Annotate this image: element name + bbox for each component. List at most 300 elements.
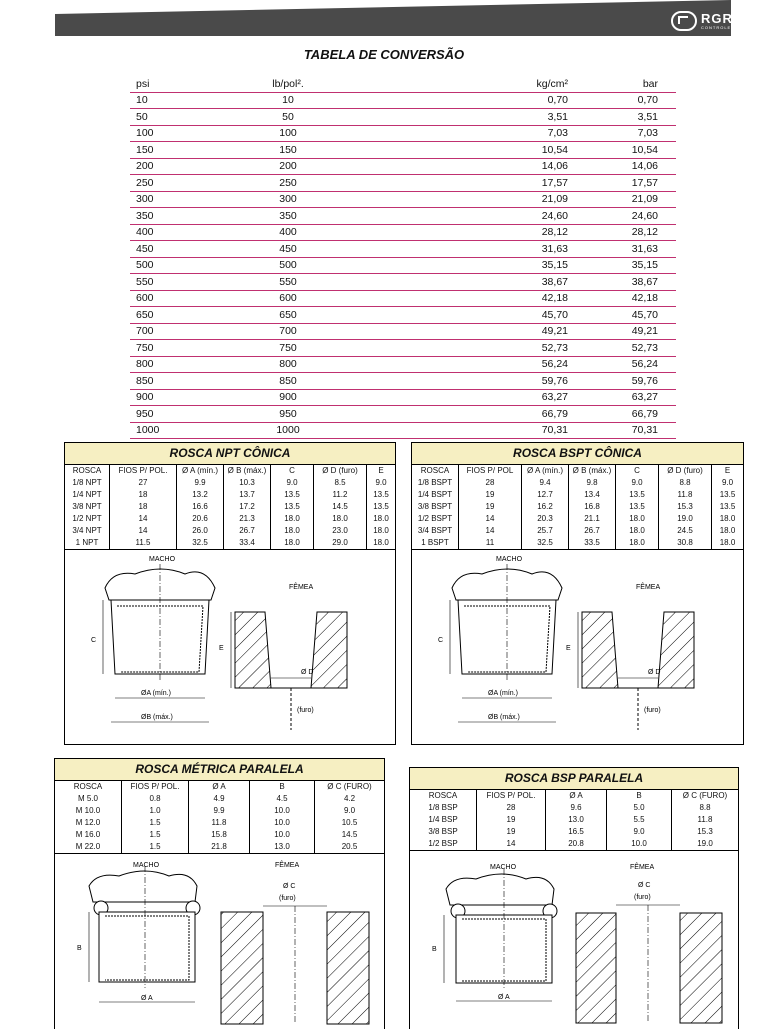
table-row	[130, 125, 676, 142]
col-a: Ø A	[189, 781, 250, 793]
table-cell: 42,18	[340, 290, 578, 307]
table-cell: 12.7	[522, 489, 569, 501]
table-cell: 3,51	[340, 109, 578, 126]
label-furo: (furo)	[279, 895, 296, 902]
table-cell: 750	[130, 340, 236, 357]
table-cell: 70,31	[340, 422, 578, 439]
table-cell: 650	[236, 307, 340, 324]
col-bar: bar	[578, 76, 676, 92]
table-cell: 45,70	[340, 307, 578, 324]
bspt-hex-nut	[452, 569, 562, 600]
table-cell: 950	[236, 406, 340, 423]
table-cell: 100	[236, 125, 340, 142]
label-macho: MACHO	[490, 864, 517, 871]
table-cell: 18.0	[271, 537, 314, 549]
metrica-diagram	[55, 854, 384, 1024]
table-cell: 19	[477, 826, 546, 838]
table-cell: 9.8	[569, 477, 616, 489]
table-cell: M 16.0	[55, 829, 122, 841]
table-cell: 300	[130, 191, 236, 208]
table-cell: 750	[236, 340, 340, 357]
table-row	[55, 829, 384, 841]
rgr-logo	[671, 10, 735, 32]
label-furo: (furo)	[644, 707, 661, 714]
table-row	[130, 340, 676, 357]
table-row	[130, 191, 676, 208]
table-cell: 14,06	[340, 158, 578, 175]
label-e: E	[219, 645, 224, 652]
table-row	[130, 257, 676, 274]
table-cell: 13.5	[719, 502, 736, 511]
table-cell: 9.0	[343, 806, 356, 815]
table-cell: 300	[236, 191, 340, 208]
col-a: Ø A	[546, 790, 607, 802]
table-cell: 100	[130, 125, 236, 142]
table-cell: 450	[236, 241, 340, 258]
table-row	[130, 373, 676, 390]
table-cell: 23.0	[314, 525, 367, 537]
table-cell: 10,54	[340, 142, 578, 159]
table-cell: 11.8	[697, 815, 713, 824]
col-fios: FIOS P/ POL.	[122, 781, 189, 793]
table-cell: 9.9	[177, 477, 224, 489]
table-row	[412, 513, 743, 525]
table-cell: 1.5	[122, 829, 189, 841]
header-wedge	[55, 0, 731, 14]
col-b: Ø B (máx.)	[224, 465, 271, 477]
table-cell: 1/2 BSPT	[412, 513, 459, 525]
table-cell: 9.6	[546, 802, 607, 814]
label-macho: MACHO	[133, 862, 160, 869]
table-row	[130, 109, 676, 126]
table-cell: 500	[236, 257, 340, 274]
label-b: B	[432, 946, 437, 953]
table-cell: 450	[130, 241, 236, 258]
table-row	[65, 525, 395, 537]
table-cell: 1/4 BSPT	[412, 489, 459, 501]
table-cell: 9.4	[522, 477, 569, 489]
table-cell: 49,21	[340, 323, 578, 340]
label-furo: (furo)	[297, 707, 314, 714]
table-header-row	[65, 465, 395, 477]
panel-metrica	[54, 758, 385, 1029]
panel-npt	[64, 442, 396, 745]
col-kgcm: kg/cm²	[340, 76, 578, 92]
table-cell: 18.0	[314, 513, 367, 525]
table-row	[412, 489, 743, 501]
table-cell: 9.0	[271, 477, 314, 489]
table-cell: 38,67	[340, 274, 578, 291]
table-cell: 13.5	[373, 502, 389, 511]
bspt-female-wall	[582, 612, 694, 688]
table-cell: 35,15	[340, 257, 578, 274]
col-c: C	[271, 465, 314, 477]
table-cell: 10.0	[250, 805, 315, 817]
table-cell: 63,27	[340, 389, 578, 406]
table-cell: 14	[459, 513, 522, 525]
table-row	[130, 389, 676, 406]
table-cell: 49,21	[578, 323, 676, 340]
table-cell: 31,63	[340, 241, 578, 258]
npt-female-wall	[235, 612, 347, 688]
bspt-body	[412, 477, 743, 549]
table-cell: 13.0	[546, 814, 607, 826]
bspt-table	[412, 465, 743, 549]
table-cell: 29.0	[314, 537, 367, 549]
table-cell: 24.5	[659, 525, 712, 537]
col-c: Ø C (FURO)	[682, 791, 728, 800]
table-cell: 26.0	[177, 525, 224, 537]
table-cell: 9.0	[721, 478, 734, 487]
metrica-table	[55, 781, 384, 853]
table-row	[65, 537, 395, 549]
table-cell: 18.0	[271, 525, 314, 537]
table-cell: 350	[236, 208, 340, 225]
brand-sub: CONTROLES	[701, 25, 735, 30]
table-cell: 11.8	[659, 489, 712, 501]
table-cell: 1 NPT	[65, 537, 110, 549]
label-furo: (furo)	[634, 894, 651, 901]
table-cell: 8.8	[699, 803, 711, 812]
table-cell: 28	[459, 477, 522, 489]
rgr-logo-icon	[671, 11, 697, 31]
label-oa: ØA (mín.)	[488, 690, 518, 697]
table-cell: 15.3	[659, 501, 712, 513]
table-cell: 600	[236, 290, 340, 307]
table-cell: 9.0	[375, 478, 387, 487]
table-cell: 11.8	[189, 817, 250, 829]
table-cell: 66,79	[578, 406, 676, 423]
table-cell: 15.3	[697, 827, 713, 836]
table-cell: 10.0	[250, 817, 315, 829]
bsp-hex-nut	[446, 874, 554, 905]
table-row	[410, 802, 738, 814]
table-cell: 38,67	[578, 274, 676, 291]
table-cell: 1/8 BSP	[410, 802, 477, 814]
table-cell: 26.7	[569, 525, 616, 537]
table-cell: 20.8	[546, 838, 607, 850]
table-cell: 13.7	[224, 489, 271, 501]
table-row	[410, 838, 738, 850]
table-cell: 16.2	[522, 501, 569, 513]
table-cell: 18.0	[719, 538, 736, 547]
table-cell: 7,03	[340, 125, 578, 142]
table-cell: 1.5	[122, 841, 189, 853]
conversion-table	[130, 76, 676, 439]
table-cell: 9.9	[189, 805, 250, 817]
table-cell: 4.9	[189, 793, 250, 805]
table-cell: 20.3	[522, 513, 569, 525]
label-e: E	[566, 645, 571, 652]
table-cell: 28,12	[578, 224, 676, 241]
table-cell: 33.4	[224, 537, 271, 549]
table-cell: M 10.0	[55, 805, 122, 817]
table-cell: 70,31	[578, 422, 676, 439]
table-cell: 200	[236, 158, 340, 175]
table-cell: 28	[477, 802, 546, 814]
table-cell: 4.2	[343, 794, 356, 803]
table-cell: 21.1	[569, 513, 616, 525]
table-cell: 9.0	[616, 477, 659, 489]
label-ob: ØB (máx.)	[488, 714, 520, 721]
table-cell: 10	[130, 92, 236, 109]
conversion-header-row	[130, 76, 676, 92]
table-cell: M 5.0	[55, 793, 122, 805]
table-cell: 650	[130, 307, 236, 324]
table-cell: 400	[130, 224, 236, 241]
col-psi: psi	[130, 76, 236, 92]
table-cell: 200	[130, 158, 236, 175]
table-cell: 3,51	[578, 109, 676, 126]
table-cell: 0.8	[122, 793, 189, 805]
table-cell: 850	[236, 373, 340, 390]
table-row	[130, 356, 676, 373]
table-cell: 600	[130, 290, 236, 307]
table-cell: 900	[130, 389, 236, 406]
label-oc: Ø C	[283, 883, 296, 890]
table-row	[130, 175, 676, 192]
table-header-row	[55, 781, 384, 793]
table-cell: 10.0	[250, 829, 315, 841]
table-cell: 10.0	[607, 838, 672, 850]
table-cell: 150	[236, 142, 340, 159]
label-od: Ø D	[301, 669, 314, 676]
table-cell: 11.5	[110, 537, 177, 549]
table-cell: 3/4 BSPT	[412, 525, 459, 537]
table-cell: 150	[130, 142, 236, 159]
col-b: Ø B (máx.)	[569, 465, 616, 477]
table-cell: 1/2 NPT	[65, 513, 110, 525]
table-cell: 18	[110, 501, 177, 513]
table-cell: 26.7	[224, 525, 271, 537]
table-cell: 18.0	[373, 526, 389, 535]
table-row	[412, 525, 743, 537]
table-cell: 1/4 BSP	[410, 814, 477, 826]
bspt-diagram	[412, 550, 743, 734]
label-macho: MACHO	[149, 556, 176, 563]
col-c: C	[616, 465, 659, 477]
table-cell: 17.2	[224, 501, 271, 513]
table-cell: 16.8	[569, 501, 616, 513]
table-cell: 13.5	[271, 501, 314, 513]
table-cell: 16.5	[546, 826, 607, 838]
table-cell: 5.0	[607, 802, 672, 814]
table-cell: 3/8 BSP	[410, 826, 477, 838]
table-cell: 32.5	[177, 537, 224, 549]
table-row	[55, 805, 384, 817]
table-cell: 10.3	[224, 477, 271, 489]
table-cell: 10	[236, 92, 340, 109]
table-cell: 16.6	[177, 501, 224, 513]
table-row	[130, 208, 676, 225]
table-cell: 21.3	[224, 513, 271, 525]
npt-body	[65, 477, 395, 549]
table-row	[130, 422, 676, 439]
table-cell: M 12.0	[55, 817, 122, 829]
table-cell: 19	[459, 501, 522, 513]
table-row	[130, 290, 676, 307]
conversion-body	[130, 92, 676, 439]
label-oc: Ø C	[638, 882, 651, 889]
table-cell: 5.5	[607, 814, 672, 826]
table-cell: 52,73	[340, 340, 578, 357]
panel-title: ROSCA BSP PARALELA	[410, 768, 738, 790]
table-row	[65, 501, 395, 513]
table-row	[130, 92, 676, 109]
page-number: 37	[761, 16, 777, 32]
table-cell: 42,18	[578, 290, 676, 307]
table-row	[130, 323, 676, 340]
table-cell: 13.5	[373, 490, 389, 499]
col-e: E	[378, 466, 384, 475]
table-cell: 800	[130, 356, 236, 373]
table-cell: 50	[130, 109, 236, 126]
table-cell: 800	[236, 356, 340, 373]
table-cell: 17,57	[578, 175, 676, 192]
label-b: B	[77, 945, 82, 952]
table-cell: 950	[130, 406, 236, 423]
col-b: B	[607, 790, 672, 802]
table-row	[55, 841, 384, 853]
table-cell: 1000	[236, 422, 340, 439]
table-cell: 18.0	[616, 513, 659, 525]
table-cell: 14	[459, 525, 522, 537]
table-cell: 28,12	[340, 224, 578, 241]
col-fios: FIOS P/ POL.	[110, 465, 177, 477]
bsp-female-wall	[576, 913, 722, 1023]
table-cell: 1/8 BSPT	[412, 477, 459, 489]
table-cell: 3/8 BSPT	[412, 501, 459, 513]
bsp-diagram	[410, 851, 738, 1023]
table-cell: 13.4	[569, 489, 616, 501]
table-cell: 18.0	[616, 525, 659, 537]
table-cell: 24,60	[340, 208, 578, 225]
table-cell: 13.2	[177, 489, 224, 501]
table-cell: 33.5	[569, 537, 616, 549]
table-row	[65, 513, 395, 525]
npt-hex-nut	[105, 569, 215, 600]
metrica-male-body	[99, 912, 195, 982]
table-row	[130, 307, 676, 324]
table-cell: 59,76	[578, 373, 676, 390]
header-bar	[55, 0, 777, 36]
label-oa: Ø A	[141, 995, 153, 1002]
table-cell: 250	[130, 175, 236, 192]
table-cell: 900	[236, 389, 340, 406]
table-cell: 9.0	[607, 826, 672, 838]
table-cell: 18.0	[271, 513, 314, 525]
table-cell: 3/4 NPT	[65, 525, 110, 537]
table-cell: 63,27	[578, 389, 676, 406]
table-cell: 13.5	[719, 490, 736, 499]
col-rosca: ROSCA	[65, 465, 110, 477]
label-od: Ø D	[648, 669, 661, 676]
table-cell: 14.5	[314, 501, 367, 513]
table-cell: 19	[459, 489, 522, 501]
conversion-title: TABELA DE CONVERSÃO	[303, 47, 465, 62]
bsp-body	[410, 802, 738, 850]
table-cell: 10.5	[341, 818, 358, 827]
table-row	[410, 826, 738, 838]
table-cell: 18	[110, 489, 177, 501]
table-cell: 18.0	[719, 526, 736, 535]
table-cell: 19	[477, 814, 546, 826]
table-row	[412, 501, 743, 513]
metrica-body	[55, 793, 384, 853]
panel-bsp	[409, 767, 739, 1029]
table-cell: 13.0	[250, 841, 315, 853]
col-b: B	[250, 781, 315, 793]
table-cell: 20.6	[177, 513, 224, 525]
table-row	[130, 142, 676, 159]
panel-title: ROSCA MÉTRICA PARALELA	[55, 759, 384, 781]
table-cell: 1/4 NPT	[65, 489, 110, 501]
table-cell: 13.5	[271, 489, 314, 501]
table-cell: 45,70	[578, 307, 676, 324]
table-cell: 250	[236, 175, 340, 192]
table-row	[130, 224, 676, 241]
npt-table	[65, 465, 395, 549]
table-cell: 21,09	[578, 191, 676, 208]
table-cell: 31,63	[578, 241, 676, 258]
table-cell: 66,79	[340, 406, 578, 423]
label-c: C	[438, 637, 444, 644]
table-row	[55, 793, 384, 805]
table-cell: 7,03	[578, 125, 676, 142]
table-cell: 11	[459, 537, 522, 549]
table-row	[130, 158, 676, 175]
col-a: Ø A (mín.)	[522, 465, 569, 477]
table-cell: 21.8	[189, 841, 250, 853]
label-femea: FÊMEA	[636, 584, 661, 591]
table-cell: 1/2 BSP	[410, 838, 477, 850]
col-e: E	[724, 466, 731, 475]
col-lbpol: lb/pol².	[236, 76, 340, 92]
label-oa: Ø A	[498, 994, 510, 1001]
col-d: Ø D (furo)	[659, 465, 712, 477]
table-cell: 19.0	[697, 839, 713, 848]
label-ob: ØB (máx.)	[141, 714, 173, 721]
table-cell: 4.5	[250, 793, 315, 805]
table-header-row	[412, 465, 743, 477]
table-cell: 3/8 NPT	[65, 501, 110, 513]
table-cell: 15.8	[189, 829, 250, 841]
table-header-row	[410, 790, 738, 802]
table-row	[130, 274, 676, 291]
label-femea: FÊMEA	[275, 862, 300, 869]
label-femea: FÊMEA	[630, 864, 655, 871]
table-cell: 32.5	[522, 537, 569, 549]
col-rosca: ROSCA	[55, 781, 122, 793]
table-cell: 400	[236, 224, 340, 241]
label-c: C	[91, 637, 97, 644]
table-cell: 13.5	[616, 501, 659, 513]
table-cell: 18.0	[719, 514, 736, 523]
table-cell: 50	[236, 109, 340, 126]
table-cell: 14.5	[341, 830, 358, 839]
table-cell: 56,24	[578, 356, 676, 373]
table-cell: 19.0	[659, 513, 712, 525]
table-row	[55, 817, 384, 829]
table-row	[65, 477, 395, 489]
table-row	[412, 477, 743, 489]
table-cell: 20.5	[341, 842, 358, 851]
table-cell: 11.2	[314, 489, 367, 501]
label-macho: MACHO	[496, 556, 523, 563]
table-cell: 21,09	[340, 191, 578, 208]
table-cell: 18.0	[616, 537, 659, 549]
col-d: Ø D (furo)	[314, 465, 367, 477]
